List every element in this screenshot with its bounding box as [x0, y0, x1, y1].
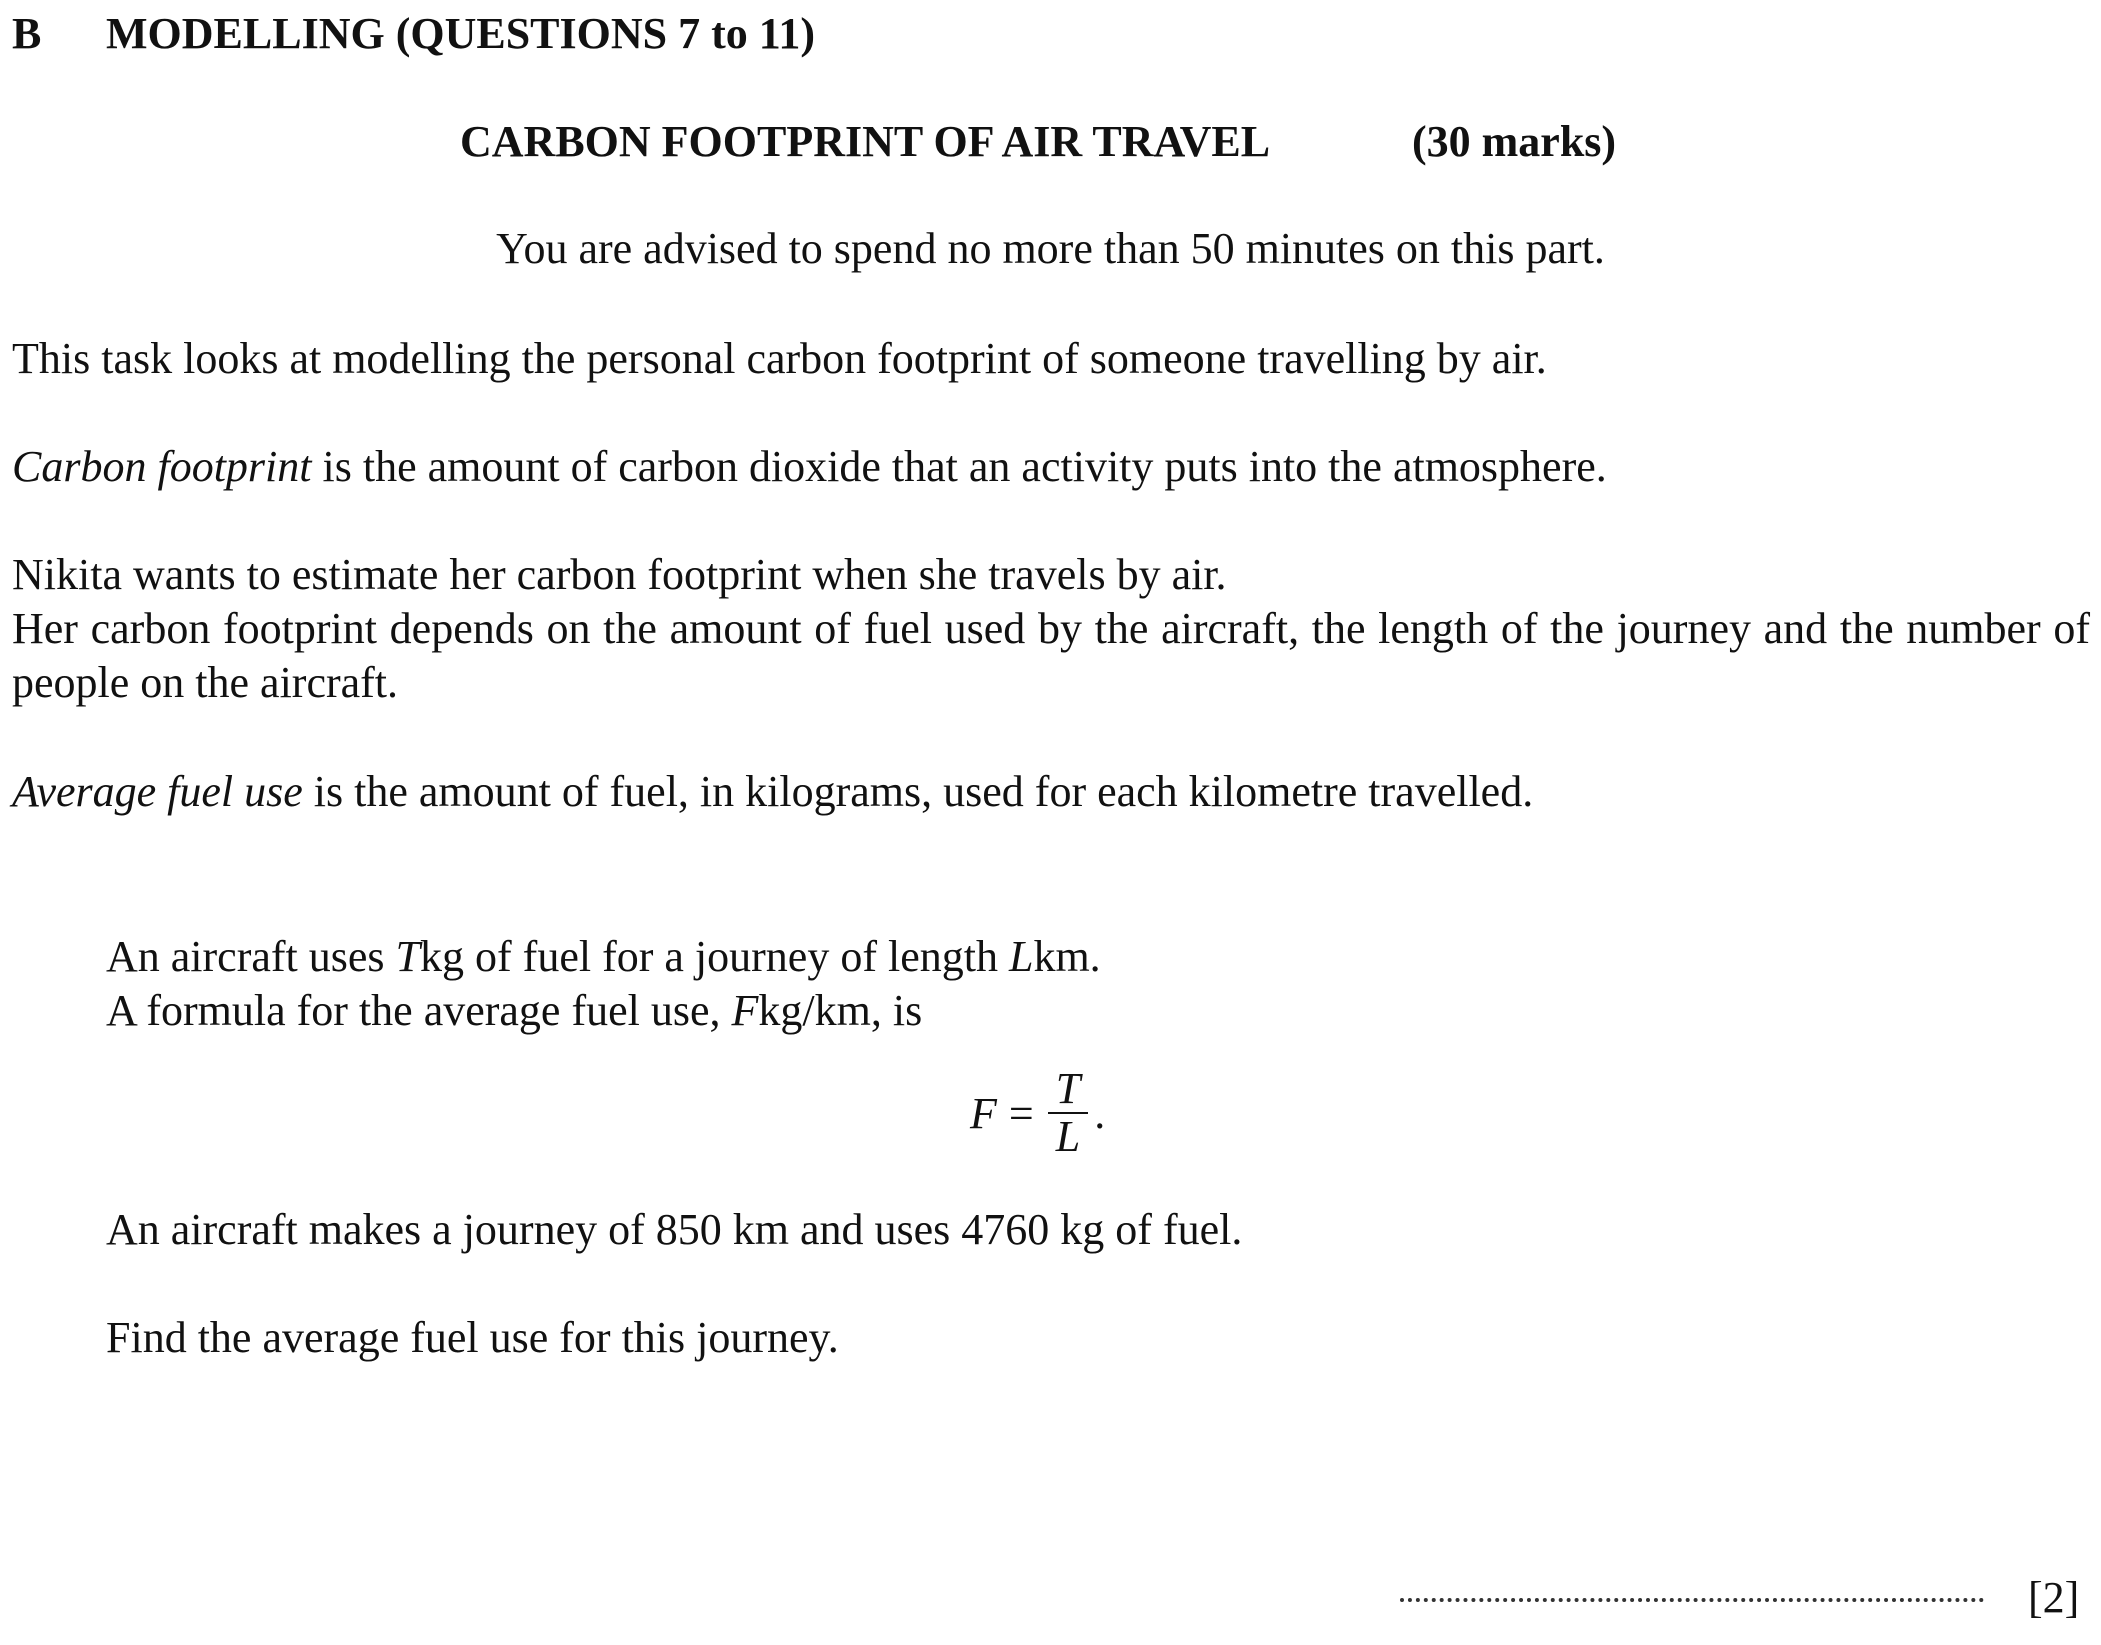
formula-fraction — [1048, 1066, 1088, 1160]
section-letter: B — [12, 9, 42, 58]
answer-marks: [2] — [2028, 1573, 2080, 1622]
average-fuel-use-formula — [970, 1066, 1105, 1160]
question-line-2-text-a: A formula for the average fuel use, — [106, 986, 732, 1035]
carbon-footprint-definition — [12, 440, 1607, 494]
variable-f: F — [731, 986, 759, 1035]
formula-denominator: L — [1055, 1112, 1081, 1161]
question-line-1-text-a: An aircraft uses — [106, 932, 396, 981]
task-title: CARBON FOOTPRINT OF AIR TRAVEL — [460, 117, 1271, 166]
question-line-3: An aircraft makes a journey of 850 km and uses 4760 kg of fuel. — [106, 1205, 1243, 1254]
question-line-1 — [106, 930, 1101, 984]
formula-numerator: T — [1055, 1064, 1081, 1113]
average-fuel-use-term: Average fuel use — [12, 767, 303, 816]
question-line-2 — [106, 984, 922, 1038]
formula-full-stop: . — [1094, 1088, 1106, 1138]
question-line-1-text-c: km. — [1033, 932, 1101, 981]
section-title: MODELLING (QUESTIONS 7 to 11) — [106, 9, 815, 58]
formula-equals: = — [1008, 1088, 1034, 1138]
question-prompt: Find the average fuel use for this journey. — [106, 1313, 839, 1362]
question-line-2-text-b: kg/km, is — [758, 986, 923, 1035]
carbon-footprint-term: Carbon footprint — [12, 442, 312, 491]
average-fuel-use-definition — [12, 765, 1533, 819]
nikita-paragraph-line2: Her carbon footprint depends on the amount of fuel used by the aircraft, the length of the journey and the number of people on the aircraft. — [12, 604, 2090, 707]
nikita-paragraph-line1: Nikita wants to estimate her carbon footprint when she travels by air. — [12, 550, 1227, 599]
question-line-1-text-b: kg of fuel for a journey of length — [420, 932, 1009, 981]
intro-paragraph: This task looks at modelling the personal carbon footprint of someone travelling by air. — [12, 334, 1547, 383]
formula-lhs: F — [970, 1088, 997, 1138]
answer-line[interactable] — [1400, 1584, 1984, 1602]
task-marks: (30 marks) — [1412, 117, 1617, 166]
variable-l: L — [1008, 932, 1034, 981]
variable-t: T — [395, 932, 421, 981]
carbon-footprint-definition-text: is the amount of carbon dioxide that an activity puts into the atmosphere. — [311, 442, 1607, 491]
average-fuel-use-definition-text: is the amount of fuel, in kilograms, used for each kilometre travelled. — [302, 767, 1534, 816]
time-advice: You are advised to spend no more than 50 minutes on this part. — [496, 224, 1605, 273]
